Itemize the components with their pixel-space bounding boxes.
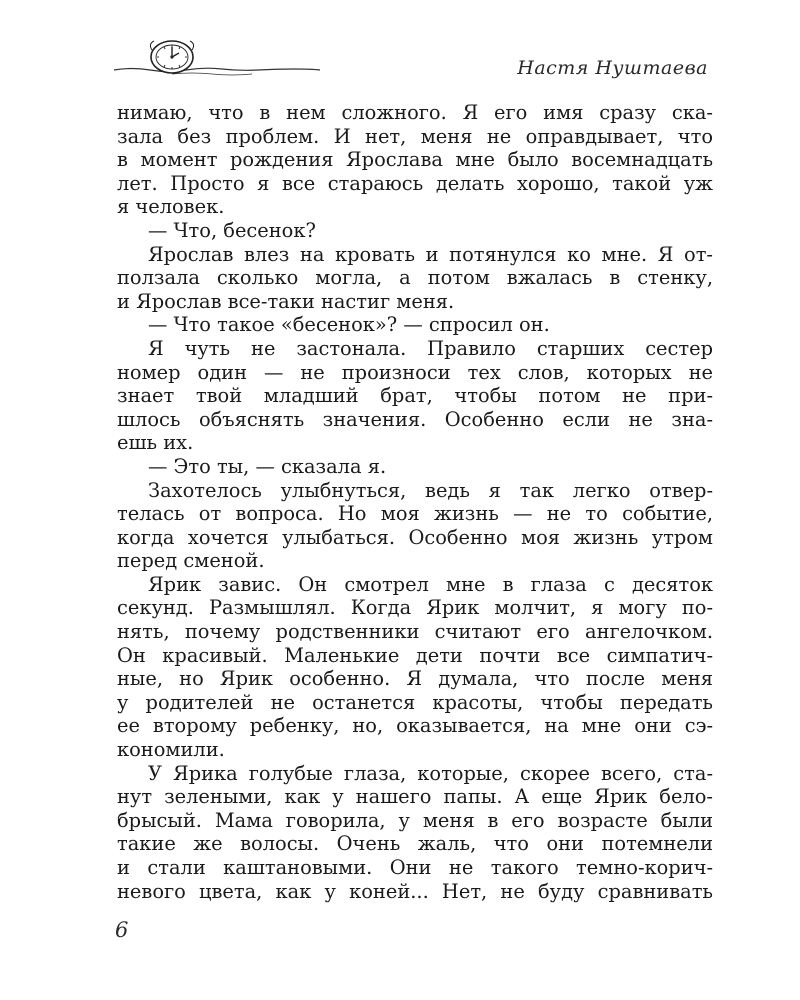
page-header [0,0,800,100]
text-line: секунд. Размышлял. Когда Ярик молчит, я могу по- [117,596,713,620]
text-line: зала без проблем. И нет, меня не оправдывает, что [117,124,713,148]
text-line: такие же волосы. Очень жаль, что они потемнели [117,832,713,856]
text-line: лет. Просто я все стараюсь делать хорошо, такой уж [117,171,713,195]
text-line: Он красивый. Маленькие дети почти все симпатич- [117,643,713,667]
text-line: ползала сколько могла, а потом вжалась в стенку, [117,266,713,290]
text-line: когда хочется улыбаться. Особенно моя жизнь утром [117,525,713,549]
text-line: нять, почему родственники считают его ангелочком. [117,620,713,644]
text-line: нимаю, что в нем сложного. Я его имя сразу ска- [117,101,713,124]
text-line: — Что, бесенок? [148,218,316,242]
text-line: ее второму ребенку, но, оказывается, на мне они сэ- [117,714,713,738]
text-line: брысый. Мама говорила, у меня в его возрасте были [117,808,713,832]
text-line: я человек. [117,195,225,219]
text-line: телась от вопроса. Но моя жизнь — не то событие, [117,502,713,526]
text-line: — Что такое «бесенок»? — спросил он. [148,313,550,337]
text-line: — Это ты, — сказала я. [148,454,387,478]
text-line: кономили. [117,738,225,762]
page-number: 6 [115,918,129,942]
text-line: ные, но Ярик особенно. Я думала, что после меня [117,667,713,691]
body-text [117,101,713,903]
text-line: Ярик завис. Он смотрел мне в глаза с десяток [148,572,713,596]
text-line: у родителей не останется красоты, чтобы передать [117,690,713,714]
text-line: и Ярослав все-таки настиг меня. [117,289,455,313]
text-line: Я чуть не застонала. Правило старших сестер [148,336,713,360]
text-line: номер один — не произноси тех слов, которых не [117,360,713,384]
text-line: и стали каштановыми. Они не такого темно-корич- [117,856,713,879]
clock-icon [112,36,322,86]
text-line: У Ярика голубые глаза, которые, скорее всего, ста- [148,761,713,785]
text-line: шлось объяснять значения. Особенно если не зна- [117,407,713,431]
text-line: знает твой младший брат, чтобы потом не при- [117,384,713,408]
text-line: невого цвета, как у коней... Нет, не буду сравнивать [117,879,713,903]
text-line: Захотелось улыбнуться, ведь я так легко отвер- [148,478,713,502]
text-line: ешь их. [117,431,194,455]
text-line: нут зелеными, как у нашего папы. А еще Ярик бело- [117,785,713,809]
text-line: в момент рождения Ярослава мне было восемнадцать [117,148,713,172]
text-line: Ярослав влез на кровать и потянулся ко мне. Я от- [148,242,713,266]
text-line: перед сменой. [117,549,265,573]
running-header-author: Настя Нуштаева [517,57,708,79]
